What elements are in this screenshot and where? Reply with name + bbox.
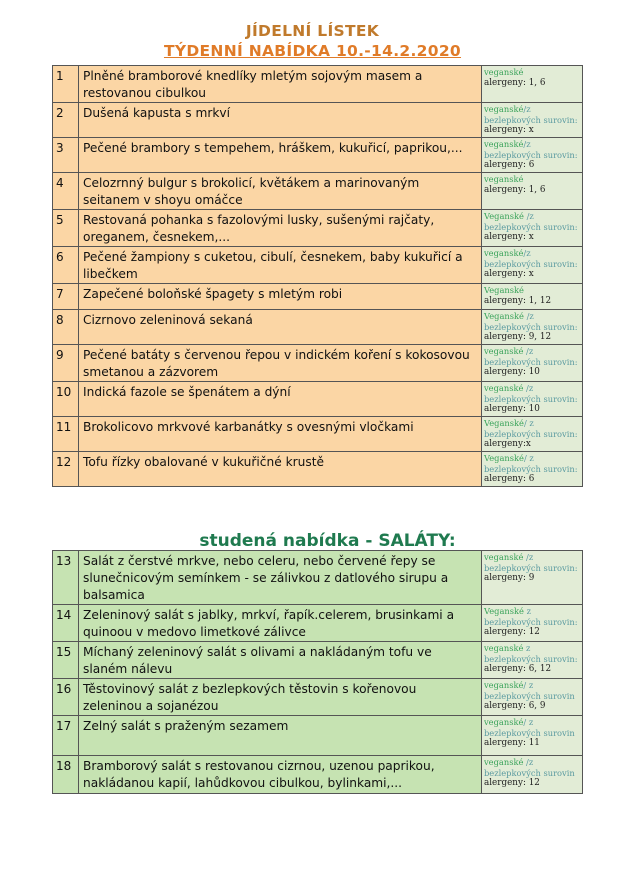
- allergens-label: alergeny:x: [484, 439, 531, 449]
- menu-row: [53, 247, 583, 284]
- gluten-free-label: /z bezlepkových surovin:: [484, 139, 578, 160]
- menu-row: [53, 284, 583, 310]
- gluten-free-label: z bezlepkových surovin:: [484, 606, 578, 627]
- dish-name: Brokolicovo mrkvové karbanátky s ovesnými vločkami: [79, 417, 482, 452]
- gluten-free-label: /z bezlepkových surovin:: [484, 346, 578, 367]
- dietary-info-cell: [482, 173, 583, 210]
- dietary-info-cell: [482, 679, 583, 716]
- week-offer-subtitle: TÝDENNÍ NABÍDKA 10.-14.2.2020: [163, 42, 462, 60]
- gluten-free-label: / z bezlepkových surovin:: [484, 418, 578, 439]
- allergens-label: alergeny: 10: [484, 367, 540, 377]
- gluten-free-label: / z bezlepkových surovin: [484, 680, 575, 701]
- dish-number: 17: [53, 716, 79, 756]
- hot-menu-table: [52, 65, 583, 487]
- dietary-info-cell: [482, 642, 583, 679]
- dish-number: 3: [53, 138, 79, 173]
- dish-number: 1: [53, 66, 79, 103]
- menu-row: [53, 345, 583, 382]
- allergens-label: alergeny: x: [484, 232, 534, 242]
- allergens-label: alergeny: 10: [484, 404, 540, 414]
- allergens-label: alergeny: x: [484, 125, 534, 135]
- menu-row: [53, 551, 583, 605]
- dish-number: 9: [53, 345, 79, 382]
- gluten-free-label: /z bezlepkových surovin:: [484, 383, 578, 404]
- menu-row: [53, 210, 583, 247]
- dietary-info-cell: [482, 310, 583, 345]
- allergens-label: alergeny: 12: [484, 627, 540, 637]
- allergens-label: alergeny: 6: [484, 474, 535, 484]
- vegan-label: Veganské: [484, 453, 524, 463]
- menu-row: [53, 452, 583, 487]
- vegan-label: veganské: [484, 383, 524, 393]
- vegan-label: veganské: [484, 139, 524, 149]
- dish-number: 7: [53, 284, 79, 310]
- dish-name: Indická fazole se špenátem a dýní: [79, 382, 482, 417]
- dish-name: Pečené brambory s tempehem, hráškem, kukuřicí, paprikou,...: [79, 138, 482, 173]
- gluten-free-label: /z bezlepkových surovin:: [484, 311, 578, 332]
- dish-number: 18: [53, 756, 79, 794]
- vegan-label: veganské: [484, 757, 524, 767]
- dish-number: 6: [53, 247, 79, 284]
- gluten-free-label: /z bezlepkových surovin: [484, 757, 575, 778]
- dish-name: Restovaná pohanka s fazolovými lusky, sušenými rajčaty, oreganem, česnekem,...: [79, 210, 482, 247]
- dish-name: Dušená kapusta s mrkví: [79, 103, 482, 138]
- dish-name: Cizrnovo zeleninová sekaná: [79, 310, 482, 345]
- allergens-label: alergeny: 12: [484, 778, 540, 788]
- dietary-info-cell: [482, 345, 583, 382]
- dish-name: Zapečené boloňské špagety s mletým robi: [79, 284, 482, 310]
- dietary-info-cell: [482, 284, 583, 310]
- vegan-label: veganské: [484, 104, 524, 114]
- vegan-label: veganské: [484, 643, 524, 653]
- menu-row: [53, 642, 583, 679]
- vegan-label: Veganské: [484, 211, 524, 221]
- dietary-info-cell: [482, 417, 583, 452]
- dish-name: Plněné bramborové knedlíky mletým sojovým masem a restovanou cibulkou: [79, 66, 482, 103]
- allergens-label: alergeny: 1, 6: [484, 184, 546, 195]
- dish-number: 11: [53, 417, 79, 452]
- dish-number: 5: [53, 210, 79, 247]
- gluten-free-label: /z bezlepkových surovin:: [484, 211, 578, 232]
- gluten-free-label: / z bezlepkových surovin: [484, 717, 575, 738]
- salad-section-title: studená nabídka - SALÁTY:: [199, 531, 456, 551]
- menu-row: [53, 417, 583, 452]
- gluten-free-label: /z bezlepkových surovin:: [484, 104, 578, 125]
- dietary-info-cell: [482, 756, 583, 794]
- menu-row: [53, 138, 583, 173]
- vegan-label: Veganské: [484, 606, 524, 616]
- menu-row: [53, 605, 583, 642]
- allergens-label: alergeny: 1, 12: [484, 295, 552, 306]
- dietary-info-cell: [482, 452, 583, 487]
- dish-name: Bramborový salát s restovanou cizrnou, uzenou paprikou, nakládanou kapií, lahůdkovou cibulkou, bylinkami,...: [79, 756, 482, 794]
- dish-name: Těstovinový salát z bezlepkových těstovin s kořenovou zeleninou a sojanézou: [79, 679, 482, 716]
- dish-name: Míchaný zeleninový salát s olivami a nakládaným tofu ve slaném nálevu: [79, 642, 482, 679]
- allergens-label: alergeny: 11: [484, 738, 540, 748]
- allergens-label: alergeny: x: [484, 269, 534, 279]
- dish-number: 13: [53, 551, 79, 605]
- vegan-label: veganské: [484, 248, 524, 258]
- dish-number: 12: [53, 452, 79, 487]
- dietary-info-cell: [482, 138, 583, 173]
- allergens-label: alergeny: 6: [484, 160, 535, 170]
- dietary-info-cell: [482, 210, 583, 247]
- vegan-label: veganské: [484, 552, 524, 562]
- menu-row: [53, 679, 583, 716]
- vegan-label: veganské: [484, 67, 524, 77]
- menu-row: [53, 716, 583, 756]
- vegan-label: veganské: [484, 346, 524, 356]
- dish-number: 15: [53, 642, 79, 679]
- gluten-free-label: /z bezlepkových surovin:: [484, 248, 578, 269]
- menu-row: [53, 66, 583, 103]
- vegan-label: Veganské: [484, 311, 524, 321]
- dietary-info-cell: [482, 103, 583, 138]
- dish-name: Zeleninový salát s jablky, mrkví, řapík.celerem, brusinkami a quinoou v medovo limetkové zálivce: [79, 605, 482, 642]
- dietary-info-cell: [482, 551, 583, 605]
- dish-name: Tofu řízky obalované v kukuřičné krustě: [79, 452, 482, 487]
- gluten-free-label: z bezlepkových surovin:: [484, 643, 578, 664]
- allergens-label: alergeny: 9: [484, 573, 535, 583]
- dietary-info-cell: [482, 66, 583, 103]
- dish-name: Celozrnný bulgur s brokolicí, květákem a marinovaným seitanem v shoyu omáčce: [79, 173, 482, 210]
- vegan-label: veganské: [484, 717, 524, 727]
- allergens-label: alergeny: 9, 12: [484, 332, 552, 342]
- gluten-free-label: /z bezlepkových surovin:: [484, 552, 578, 573]
- vegan-label: Veganské: [484, 285, 524, 295]
- menu-row: [53, 756, 583, 794]
- menu-row: [53, 173, 583, 210]
- menu-row: [53, 382, 583, 417]
- salad-menu-table: [52, 550, 583, 794]
- dish-number: 10: [53, 382, 79, 417]
- dish-name: Salát z čerstvé mrkve, nebo celeru, nebo červené řepy se slunečnicovým semínkem - se zálivkou z datlového sirupu a balsamica: [79, 551, 482, 605]
- allergens-label: alergeny: 6, 12: [484, 664, 552, 674]
- dish-name: Pečené batáty s červenou řepou v indickém koření s kokosovou smetanou a zázvorem: [79, 345, 482, 382]
- dietary-info-cell: [482, 716, 583, 756]
- allergens-label: alergeny: 1, 6: [484, 77, 546, 88]
- allergens-label: alergeny: 6, 9: [484, 701, 546, 711]
- menu-row: [53, 310, 583, 345]
- dish-number: 16: [53, 679, 79, 716]
- vegan-label: Veganské: [484, 418, 524, 428]
- dish-name: Pečené žampiony s cuketou, cibulí, česnekem, baby kukuřicí a libečkem: [79, 247, 482, 284]
- dietary-info-cell: [482, 605, 583, 642]
- dietary-info-cell: [482, 247, 583, 284]
- dietary-info-cell: [482, 382, 583, 417]
- dish-name: Zelný salát s praženým sezamem: [79, 716, 482, 756]
- gluten-free-label: / z bezlepkových surovin:: [484, 453, 578, 474]
- dish-number: 4: [53, 173, 79, 210]
- dish-number: 2: [53, 103, 79, 138]
- dish-number: 8: [53, 310, 79, 345]
- vegan-label: veganské: [484, 680, 524, 690]
- menu-title: JÍDELNÍ LÍSTEK: [245, 22, 380, 40]
- vegan-label: veganské: [484, 174, 524, 184]
- dish-number: 14: [53, 605, 79, 642]
- menu-row: [53, 103, 583, 138]
